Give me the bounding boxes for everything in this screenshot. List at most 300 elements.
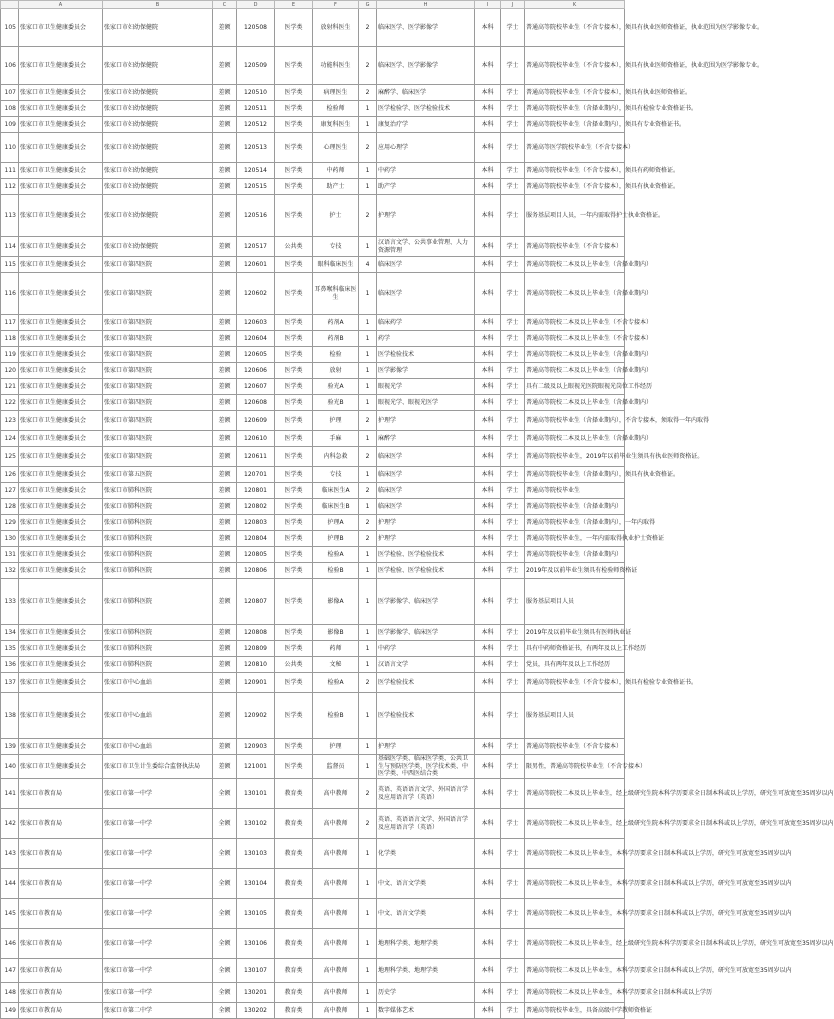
cell-job-category[interactable]: 医学类 — [275, 47, 313, 85]
cell-job-title[interactable]: 检验B — [313, 693, 359, 739]
cell-department[interactable]: 张家口市卫生健康委员会 — [19, 315, 103, 331]
cell-unit[interactable]: 张家口市肺科医院 — [103, 625, 213, 641]
cell-department[interactable]: 张家口市卫生健康委员会 — [19, 579, 103, 625]
cell-degree[interactable]: 学士 — [501, 899, 525, 929]
cell-job-title[interactable]: 心理医生 — [313, 133, 359, 163]
cell-job-title[interactable]: 眼科临床医生 — [313, 257, 359, 273]
cell-job-category[interactable]: 医学类 — [275, 315, 313, 331]
row-number[interactable]: 108 — [1, 101, 19, 117]
cell-education[interactable]: 本科 — [475, 47, 501, 85]
cell-job-code[interactable]: 120607 — [237, 379, 275, 395]
cell-degree[interactable]: 学士 — [501, 839, 525, 869]
cell-education[interactable]: 本科 — [475, 839, 501, 869]
cell-job-code[interactable]: 120901 — [237, 673, 275, 693]
cell-requirements[interactable]: 普通高等院校二本及以上毕业生（含择业期内） — [525, 395, 625, 411]
cell-job-code[interactable]: 120611 — [237, 447, 275, 467]
cell-degree[interactable]: 学士 — [501, 237, 525, 257]
cell-education[interactable]: 本科 — [475, 133, 501, 163]
cell-headcount[interactable]: 1 — [359, 839, 377, 869]
cell-unit[interactable]: 张家口市中心血站 — [103, 693, 213, 739]
cell-headcount[interactable]: 1 — [359, 739, 377, 755]
cell-funding[interactable]: 差额 — [213, 515, 237, 531]
cell-department[interactable]: 张家口市卫生健康委员会 — [19, 483, 103, 499]
cell-job-category[interactable]: 教育类 — [275, 809, 313, 839]
cell-funding[interactable]: 全额 — [213, 959, 237, 983]
cell-major[interactable]: 麻醉学、临床医学 — [377, 85, 475, 101]
cell-department[interactable]: 张家口市卫生健康委员会 — [19, 625, 103, 641]
cell-job-category[interactable]: 医学类 — [275, 411, 313, 431]
cell-education[interactable]: 本科 — [475, 531, 501, 547]
cell-headcount[interactable]: 2 — [359, 9, 377, 47]
cell-job-title[interactable]: 中药师 — [313, 163, 359, 179]
cell-department[interactable]: 张家口市卫生健康委员会 — [19, 9, 103, 47]
cell-major[interactable]: 医学检验技术 — [377, 347, 475, 363]
cell-unit[interactable]: 张家口市第一中学 — [103, 899, 213, 929]
cell-job-category[interactable]: 医学类 — [275, 755, 313, 779]
cell-degree[interactable]: 学士 — [501, 133, 525, 163]
cell-unit[interactable]: 张家口市第四医院 — [103, 363, 213, 379]
cell-job-code[interactable]: 120602 — [237, 273, 275, 315]
cell-funding[interactable]: 差额 — [213, 447, 237, 467]
cell-funding[interactable]: 差额 — [213, 673, 237, 693]
cell-job-category[interactable]: 医学类 — [275, 9, 313, 47]
cell-job-category[interactable]: 医学类 — [275, 179, 313, 195]
cell-job-category[interactable]: 教育类 — [275, 983, 313, 1003]
cell-requirements[interactable]: 普通高等院校二本及以上毕业生（含择业期内） — [525, 257, 625, 273]
cell-job-code[interactable]: 120610 — [237, 431, 275, 447]
row-number[interactable]: 135 — [1, 641, 19, 657]
cell-job-category[interactable]: 医学类 — [275, 133, 313, 163]
row-number[interactable]: 119 — [1, 347, 19, 363]
row-number[interactable]: 128 — [1, 499, 19, 515]
cell-job-code[interactable]: 120609 — [237, 411, 275, 431]
cell-funding[interactable]: 差额 — [213, 547, 237, 563]
cell-job-code[interactable]: 120810 — [237, 657, 275, 673]
cell-job-title[interactable]: 耳鼻喉科临床医生 — [313, 273, 359, 315]
cell-job-title[interactable]: 高中教师 — [313, 983, 359, 1003]
cell-major[interactable]: 地理科学类、地理学类 — [377, 929, 475, 959]
cell-unit[interactable]: 张家口市第一中学 — [103, 779, 213, 809]
row-number[interactable]: 118 — [1, 331, 19, 347]
cell-education[interactable]: 本科 — [475, 9, 501, 47]
cell-job-category[interactable]: 医学类 — [275, 363, 313, 379]
cell-department[interactable]: 张家口市教育局 — [19, 959, 103, 983]
cell-job-category[interactable]: 医学类 — [275, 693, 313, 739]
cell-requirements[interactable]: 普通高等院校毕业生（含择业期内），须具有检验专业资格证书。 — [525, 101, 625, 117]
cell-job-code[interactable]: 120808 — [237, 625, 275, 641]
cell-unit[interactable]: 张家口市第四医院 — [103, 395, 213, 411]
cell-headcount[interactable]: 2 — [359, 411, 377, 431]
row-number[interactable]: 122 — [1, 395, 19, 411]
cell-department[interactable]: 张家口市卫生健康委员会 — [19, 363, 103, 379]
cell-major[interactable]: 眼视光学 — [377, 379, 475, 395]
cell-requirements[interactable]: 服务基层项目人员 — [525, 693, 625, 739]
cell-department[interactable]: 张家口市教育局 — [19, 839, 103, 869]
row-number[interactable]: 144 — [1, 869, 19, 899]
cell-education[interactable]: 本科 — [475, 625, 501, 641]
column-header[interactable]: K — [525, 1, 625, 9]
row-number[interactable]: 126 — [1, 467, 19, 483]
cell-job-code[interactable]: 120802 — [237, 499, 275, 515]
cell-job-code[interactable]: 130104 — [237, 869, 275, 899]
row-number[interactable]: 107 — [1, 85, 19, 101]
cell-funding[interactable]: 全额 — [213, 983, 237, 1003]
cell-major[interactable]: 临床药学 — [377, 315, 475, 331]
cell-job-category[interactable]: 医学类 — [275, 117, 313, 133]
cell-unit[interactable]: 张家口市第四医院 — [103, 379, 213, 395]
cell-department[interactable]: 张家口市教育局 — [19, 929, 103, 959]
cell-education[interactable]: 本科 — [475, 579, 501, 625]
cell-requirements[interactable]: 普通高等院校毕业生（不含专接本），须具有检验专业资格证书。 — [525, 673, 625, 693]
cell-unit[interactable]: 张家口市妇幼保健院 — [103, 237, 213, 257]
cell-headcount[interactable]: 2 — [359, 85, 377, 101]
cell-funding[interactable]: 差额 — [213, 101, 237, 117]
cell-department[interactable]: 张家口市教育局 — [19, 869, 103, 899]
cell-funding[interactable]: 差额 — [213, 579, 237, 625]
cell-degree[interactable]: 学士 — [501, 531, 525, 547]
cell-major[interactable]: 临床医学 — [377, 483, 475, 499]
cell-education[interactable]: 本科 — [475, 431, 501, 447]
cell-requirements[interactable]: 普通高等院校毕业生（不含专接本），须具有执业医师资格证。 — [525, 85, 625, 101]
cell-requirements[interactable]: 普通高等院校二本及以上毕业生，本科学历要求全日制本科或以上学历，研究生可放宽至35周岁以内 — [525, 869, 625, 899]
cell-job-title[interactable]: 文秘 — [313, 657, 359, 673]
cell-requirements[interactable]: 普通高等院校毕业生（含择业期内） — [525, 499, 625, 515]
cell-job-title[interactable]: 检验 — [313, 347, 359, 363]
cell-requirements[interactable]: 普通高等院校毕业生（含择业期内），不含专接本，须取得一年内取得 — [525, 411, 625, 431]
cell-job-title[interactable]: 检验B — [313, 563, 359, 579]
cell-job-category[interactable]: 教育类 — [275, 1003, 313, 1019]
cell-major[interactable]: 临床医学 — [377, 273, 475, 315]
cell-funding[interactable]: 差额 — [213, 531, 237, 547]
cell-degree[interactable]: 学士 — [501, 499, 525, 515]
cell-department[interactable]: 张家口市卫生健康委员会 — [19, 755, 103, 779]
row-number[interactable]: 115 — [1, 257, 19, 273]
cell-unit[interactable]: 张家口市肺科医院 — [103, 531, 213, 547]
cell-unit[interactable]: 张家口市第四医院 — [103, 447, 213, 467]
cell-department[interactable]: 张家口市卫生健康委员会 — [19, 133, 103, 163]
cell-funding[interactable]: 差额 — [213, 163, 237, 179]
cell-unit[interactable]: 张家口市妇幼保健院 — [103, 133, 213, 163]
cell-funding[interactable]: 差额 — [213, 179, 237, 195]
cell-unit[interactable]: 张家口市妇幼保健院 — [103, 101, 213, 117]
row-number[interactable]: 140 — [1, 755, 19, 779]
cell-requirements[interactable]: 服务基层项目人员 — [525, 579, 625, 625]
row-number[interactable]: 149 — [1, 1003, 19, 1019]
row-number[interactable]: 137 — [1, 673, 19, 693]
cell-job-code[interactable]: 120513 — [237, 133, 275, 163]
cell-job-title[interactable]: 护士 — [313, 195, 359, 237]
cell-requirements[interactable]: 普通高等院校毕业生（含择业期内），须具有执业资格证。 — [525, 467, 625, 483]
cell-funding[interactable]: 差额 — [213, 195, 237, 237]
cell-funding[interactable]: 差额 — [213, 563, 237, 579]
cell-job-category[interactable]: 医学类 — [275, 347, 313, 363]
cell-degree[interactable]: 学士 — [501, 315, 525, 331]
cell-funding[interactable]: 差额 — [213, 85, 237, 101]
cell-department[interactable]: 张家口市卫生健康委员会 — [19, 257, 103, 273]
cell-degree[interactable]: 学士 — [501, 563, 525, 579]
cell-department[interactable]: 张家口市卫生健康委员会 — [19, 395, 103, 411]
cell-major[interactable]: 中药学 — [377, 163, 475, 179]
cell-funding[interactable]: 差额 — [213, 411, 237, 431]
row-number[interactable]: 134 — [1, 625, 19, 641]
cell-funding[interactable]: 差额 — [213, 395, 237, 411]
cell-unit[interactable]: 张家口市第一中学 — [103, 809, 213, 839]
cell-education[interactable]: 本科 — [475, 673, 501, 693]
cell-funding[interactable]: 差额 — [213, 315, 237, 331]
cell-headcount[interactable]: 2 — [359, 673, 377, 693]
cell-degree[interactable]: 学士 — [501, 673, 525, 693]
cell-job-code[interactable]: 120809 — [237, 641, 275, 657]
cell-requirements[interactable]: 普通高等院校毕业生（不含专接本），须具有药师资格证。 — [525, 163, 625, 179]
cell-job-code[interactable]: 120601 — [237, 257, 275, 273]
cell-department[interactable]: 张家口市卫生健康委员会 — [19, 657, 103, 673]
cell-requirements[interactable]: 普通高等院校二本及以上毕业生，本科学历要求全日制本科或以上学历，研究生可放宽至35周岁以内 — [525, 959, 625, 983]
cell-department[interactable]: 张家口市卫生健康委员会 — [19, 347, 103, 363]
cell-job-title[interactable]: 护理A — [313, 515, 359, 531]
cell-department[interactable]: 张家口市卫生健康委员会 — [19, 547, 103, 563]
cell-department[interactable]: 张家口市卫生健康委员会 — [19, 641, 103, 657]
cell-headcount[interactable]: 2 — [359, 809, 377, 839]
cell-education[interactable]: 本科 — [475, 563, 501, 579]
cell-job-category[interactable]: 医学类 — [275, 515, 313, 531]
cell-requirements[interactable]: 普通高等院校毕业生，一年内需取得执业护士资格证 — [525, 531, 625, 547]
cell-headcount[interactable]: 2 — [359, 779, 377, 809]
cell-job-title[interactable]: 病理医生 — [313, 85, 359, 101]
cell-job-title[interactable]: 手麻 — [313, 431, 359, 447]
cell-education[interactable]: 本科 — [475, 395, 501, 411]
cell-requirements[interactable]: 普通高等院校毕业生（含择业期内） — [525, 547, 625, 563]
cell-education[interactable]: 本科 — [475, 379, 501, 395]
cell-job-category[interactable]: 医学类 — [275, 379, 313, 395]
cell-department[interactable]: 张家口市卫生健康委员会 — [19, 85, 103, 101]
row-number[interactable]: 145 — [1, 899, 19, 929]
cell-degree[interactable]: 学士 — [501, 101, 525, 117]
cell-job-title[interactable]: 药剂A — [313, 315, 359, 331]
cell-job-category[interactable]: 医学类 — [275, 257, 313, 273]
cell-headcount[interactable]: 1 — [359, 959, 377, 983]
cell-job-code[interactable]: 130102 — [237, 809, 275, 839]
cell-major[interactable]: 医学检验、医学检验技术 — [377, 563, 475, 579]
row-number[interactable]: 125 — [1, 447, 19, 467]
cell-job-category[interactable]: 医学类 — [275, 395, 313, 411]
cell-requirements[interactable]: 2019年及以前毕业生须具有检验师资格证 — [525, 563, 625, 579]
cell-requirements[interactable]: 普通高等院校二本及以上毕业生（不含专接本） — [525, 331, 625, 347]
row-number[interactable]: 106 — [1, 47, 19, 85]
cell-degree[interactable]: 学士 — [501, 257, 525, 273]
cell-funding[interactable]: 差额 — [213, 347, 237, 363]
cell-degree[interactable]: 学士 — [501, 347, 525, 363]
cell-job-category[interactable]: 医学类 — [275, 163, 313, 179]
cell-unit[interactable]: 张家口市第一中学 — [103, 869, 213, 899]
cell-department[interactable]: 张家口市卫生健康委员会 — [19, 273, 103, 315]
cell-major[interactable]: 中文、语言文学类 — [377, 869, 475, 899]
column-header[interactable]: B — [103, 1, 213, 9]
cell-job-category[interactable]: 医学类 — [275, 641, 313, 657]
cell-degree[interactable]: 学士 — [501, 869, 525, 899]
cell-unit[interactable]: 张家口市妇幼保健院 — [103, 85, 213, 101]
cell-education[interactable]: 本科 — [475, 331, 501, 347]
cell-degree[interactable]: 学士 — [501, 983, 525, 1003]
cell-job-code[interactable]: 130202 — [237, 1003, 275, 1019]
row-number[interactable]: 129 — [1, 515, 19, 531]
cell-major[interactable]: 药学 — [377, 331, 475, 347]
cell-education[interactable]: 本科 — [475, 363, 501, 379]
cell-degree[interactable]: 学士 — [501, 467, 525, 483]
cell-job-title[interactable]: 放射 — [313, 363, 359, 379]
row-number[interactable]: 121 — [1, 379, 19, 395]
cell-degree[interactable]: 学士 — [501, 1003, 525, 1019]
cell-headcount[interactable]: 1 — [359, 347, 377, 363]
cell-major[interactable]: 中文、语言文学类 — [377, 899, 475, 929]
cell-major[interactable]: 医学检验技术 — [377, 673, 475, 693]
cell-headcount[interactable]: 1 — [359, 237, 377, 257]
cell-job-code[interactable]: 120801 — [237, 483, 275, 499]
cell-requirements[interactable]: 普通高等院校毕业生，2019年以前毕业生须具有执业医师资格证。 — [525, 447, 625, 467]
cell-degree[interactable]: 学士 — [501, 483, 525, 499]
cell-funding[interactable]: 全额 — [213, 929, 237, 959]
cell-major[interactable]: 地理科学类、地理学类 — [377, 959, 475, 983]
cell-degree[interactable]: 学士 — [501, 411, 525, 431]
cell-job-category[interactable]: 医学类 — [275, 625, 313, 641]
cell-education[interactable]: 本科 — [475, 85, 501, 101]
cell-job-code[interactable]: 120701 — [237, 467, 275, 483]
cell-major[interactable]: 护理学 — [377, 739, 475, 755]
row-number[interactable]: 132 — [1, 563, 19, 579]
cell-major[interactable]: 临床医学 — [377, 499, 475, 515]
cell-headcount[interactable]: 1 — [359, 395, 377, 411]
cell-unit[interactable]: 张家口市第四医院 — [103, 273, 213, 315]
cell-department[interactable]: 张家口市教育局 — [19, 899, 103, 929]
cell-job-code[interactable]: 130107 — [237, 959, 275, 983]
cell-headcount[interactable]: 2 — [359, 515, 377, 531]
cell-education[interactable]: 本科 — [475, 179, 501, 195]
cell-requirements[interactable]: 普通高等院校毕业生（不含专接本） — [525, 739, 625, 755]
cell-job-code[interactable]: 120803 — [237, 515, 275, 531]
cell-department[interactable]: 张家口市卫生健康委员会 — [19, 47, 103, 85]
cell-job-title[interactable]: 验光A — [313, 379, 359, 395]
cell-education[interactable]: 本科 — [475, 117, 501, 133]
cell-job-category[interactable]: 医学类 — [275, 85, 313, 101]
cell-department[interactable]: 张家口市卫生健康委员会 — [19, 739, 103, 755]
cell-job-title[interactable]: 护理 — [313, 411, 359, 431]
cell-job-category[interactable]: 公共类 — [275, 237, 313, 257]
cell-unit[interactable]: 张家口市肺科医院 — [103, 579, 213, 625]
cell-unit[interactable]: 张家口市肺科医院 — [103, 657, 213, 673]
cell-job-title[interactable]: 检验师 — [313, 101, 359, 117]
row-number[interactable]: 117 — [1, 315, 19, 331]
cell-major[interactable]: 应用心理学 — [377, 133, 475, 163]
cell-department[interactable]: 张家口市卫生健康委员会 — [19, 195, 103, 237]
cell-major[interactable]: 医学检验技术 — [377, 693, 475, 739]
cell-job-title[interactable]: 高中教师 — [313, 869, 359, 899]
cell-job-category[interactable]: 公共类 — [275, 657, 313, 673]
cell-job-title[interactable]: 影像B — [313, 625, 359, 641]
cell-unit[interactable]: 张家口市第四医院 — [103, 315, 213, 331]
cell-major[interactable]: 临床医学 — [377, 447, 475, 467]
cell-unit[interactable]: 张家口市妇幼保健院 — [103, 9, 213, 47]
cell-headcount[interactable]: 1 — [359, 657, 377, 673]
cell-requirements[interactable]: 普通高等院校毕业生（不含专接本），须具有执业医师资格证，执业范围为医学影像专业。 — [525, 9, 625, 47]
cell-degree[interactable]: 学士 — [501, 379, 525, 395]
cell-unit[interactable]: 张家口市妇幼保健院 — [103, 163, 213, 179]
cell-education[interactable]: 本科 — [475, 237, 501, 257]
cell-headcount[interactable]: 1 — [359, 101, 377, 117]
cell-job-code[interactable]: 120508 — [237, 9, 275, 47]
cell-requirements[interactable]: 普通高等院校毕业生（含择业期内），一年内取得 — [525, 515, 625, 531]
row-number[interactable]: 116 — [1, 273, 19, 315]
cell-funding[interactable]: 差额 — [213, 739, 237, 755]
cell-degree[interactable]: 学士 — [501, 9, 525, 47]
cell-job-title[interactable]: 高中教师 — [313, 779, 359, 809]
row-number[interactable]: 141 — [1, 779, 19, 809]
cell-degree[interactable]: 学士 — [501, 625, 525, 641]
cell-headcount[interactable]: 1 — [359, 331, 377, 347]
cell-major[interactable]: 数字媒体艺术 — [377, 1003, 475, 1019]
cell-job-category[interactable]: 医学类 — [275, 331, 313, 347]
cell-degree[interactable]: 学士 — [501, 657, 525, 673]
cell-degree[interactable]: 学士 — [501, 515, 525, 531]
cell-headcount[interactable]: 2 — [359, 47, 377, 85]
cell-major[interactable]: 化学类 — [377, 839, 475, 869]
cell-funding[interactable]: 差额 — [213, 117, 237, 133]
cell-major[interactable]: 医学检验、医学检验技术 — [377, 547, 475, 563]
cell-unit[interactable]: 张家口市中心血站 — [103, 673, 213, 693]
cell-job-title[interactable]: 验光B — [313, 395, 359, 411]
cell-unit[interactable]: 张家口市肺科医院 — [103, 641, 213, 657]
cell-department[interactable]: 张家口市卫生健康委员会 — [19, 117, 103, 133]
cell-job-code[interactable]: 120516 — [237, 195, 275, 237]
cell-headcount[interactable]: 1 — [359, 467, 377, 483]
cell-headcount[interactable]: 1 — [359, 179, 377, 195]
cell-job-title[interactable]: 检验A — [313, 673, 359, 693]
cell-education[interactable]: 本科 — [475, 411, 501, 431]
cell-job-code[interactable]: 130103 — [237, 839, 275, 869]
cell-requirements[interactable]: 普通高等院校二本及以上毕业生（不含专接本） — [525, 315, 625, 331]
cell-degree[interactable]: 学士 — [501, 959, 525, 983]
row-number[interactable]: 112 — [1, 179, 19, 195]
cell-job-category[interactable]: 医学类 — [275, 447, 313, 467]
cell-headcount[interactable]: 2 — [359, 531, 377, 547]
cell-degree[interactable]: 学士 — [501, 739, 525, 755]
cell-job-category[interactable]: 医学类 — [275, 739, 313, 755]
cell-funding[interactable]: 差额 — [213, 483, 237, 499]
cell-job-category[interactable]: 医学类 — [275, 273, 313, 315]
cell-headcount[interactable]: 4 — [359, 257, 377, 273]
cell-unit[interactable]: 张家口市肺科医院 — [103, 515, 213, 531]
cell-headcount[interactable]: 1 — [359, 363, 377, 379]
cell-degree[interactable]: 学士 — [501, 431, 525, 447]
column-header[interactable]: J — [501, 1, 525, 9]
cell-job-title[interactable]: 内科急救 — [313, 447, 359, 467]
cell-education[interactable]: 本科 — [475, 929, 501, 959]
cell-headcount[interactable]: 1 — [359, 547, 377, 563]
cell-job-category[interactable]: 医学类 — [275, 195, 313, 237]
cell-degree[interactable]: 学士 — [501, 779, 525, 809]
cell-job-code[interactable]: 121001 — [237, 755, 275, 779]
cell-major[interactable]: 眼视光学、眼视光医学 — [377, 395, 475, 411]
cell-education[interactable]: 本科 — [475, 257, 501, 273]
cell-requirements[interactable]: 普通高等医学院校毕业生（不含专接本） — [525, 133, 625, 163]
row-number[interactable]: 136 — [1, 657, 19, 673]
cell-education[interactable]: 本科 — [475, 755, 501, 779]
cell-job-category[interactable]: 医学类 — [275, 499, 313, 515]
cell-education[interactable]: 本科 — [475, 101, 501, 117]
cell-major[interactable]: 护理学 — [377, 195, 475, 237]
cell-job-title[interactable]: 高中教师 — [313, 929, 359, 959]
cell-headcount[interactable]: 1 — [359, 755, 377, 779]
cell-department[interactable]: 张家口市卫生健康委员会 — [19, 467, 103, 483]
cell-funding[interactable]: 差额 — [213, 9, 237, 47]
